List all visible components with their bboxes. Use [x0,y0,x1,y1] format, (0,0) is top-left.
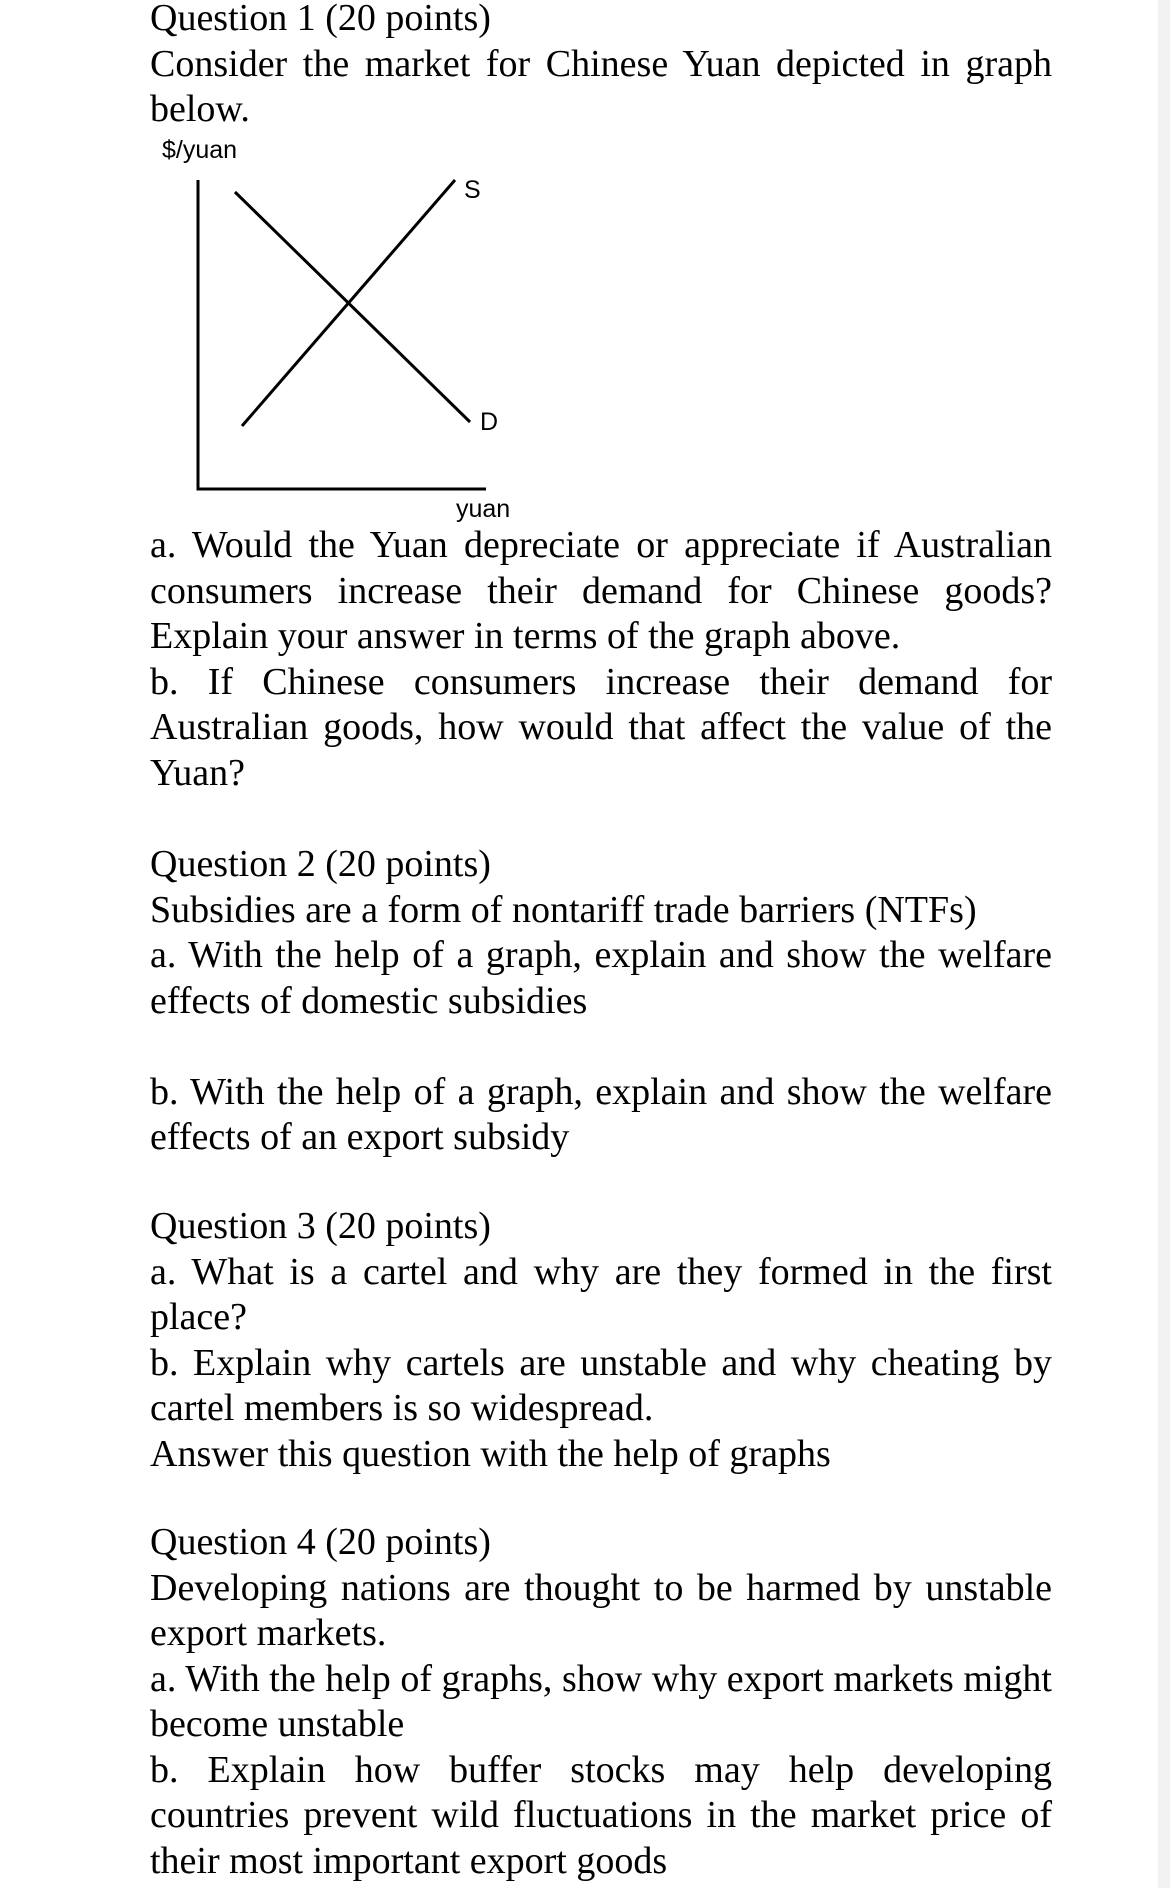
question-3 [150,1204,1052,1477]
question-1-part-a: a. Would the Yuan depreciate or appreciate if Australian consumers increase their demand for Chinese goods? Explain your answer in terms of the graph above. [150,524,1052,657]
question-4-part-b: b. Explain how buffer stocks may help developing countries prevent wild fluctuations in the market price of their most important export goods [150,1748,1052,1882]
page-edge [1158,0,1170,1888]
question-4-intro: Developing nations are thought to be harmed by unstable export markets. [150,1566,1052,1654]
question-2-part-b: b. With the help of a graph, explain and show the welfare effects of an export subsidy [150,1070,1052,1158]
question-1-title: Question 1 (20 points) [150,0,491,39]
question-3-part-b: b. Explain why cartels are unstable and why cheating by cartel members is so widespread. [150,1341,1052,1429]
demand-curve [235,192,470,422]
demand-label: D [480,408,499,436]
question-2-title: Question 2 (20 points) [150,843,491,885]
question-2-intro: Subsidies are a form of nontariff trade barriers (NTFs) [150,888,977,931]
yuan-market-graph [150,132,550,532]
question-4-part-a: a. With the help of graphs, show why export markets might become unstable [150,1657,1052,1745]
question-2 [150,842,1052,1161]
question-1-intro: Consider the market for Chinese Yuan depicted in graph below. [150,42,1052,130]
axes [198,180,486,489]
question-1-header [150,0,1052,133]
question-2-part-a: a. With the help of a graph, explain and show the welfare effects of domestic subsidies [150,934,1052,1022]
x-axis-label: yuan [456,495,511,523]
question-3-note: Answer this question with the help of graphs [150,1432,831,1475]
question-3-part-a: a. What is a cartel and why are they formed in the first place? [150,1250,1052,1338]
supply-label: S [464,176,481,204]
y-axis-label: $/yuan [162,136,238,164]
question-1-part-b: b. If Chinese consumers increase their demand for Australian goods, how would that affect the value of the Yuan? [150,660,1052,794]
question-3-title: Question 3 (20 points) [150,1205,491,1247]
question-1-parts [150,523,1052,796]
question-4-title: Question 4 (20 points) [150,1521,491,1563]
question-4 [150,1520,1052,1884]
